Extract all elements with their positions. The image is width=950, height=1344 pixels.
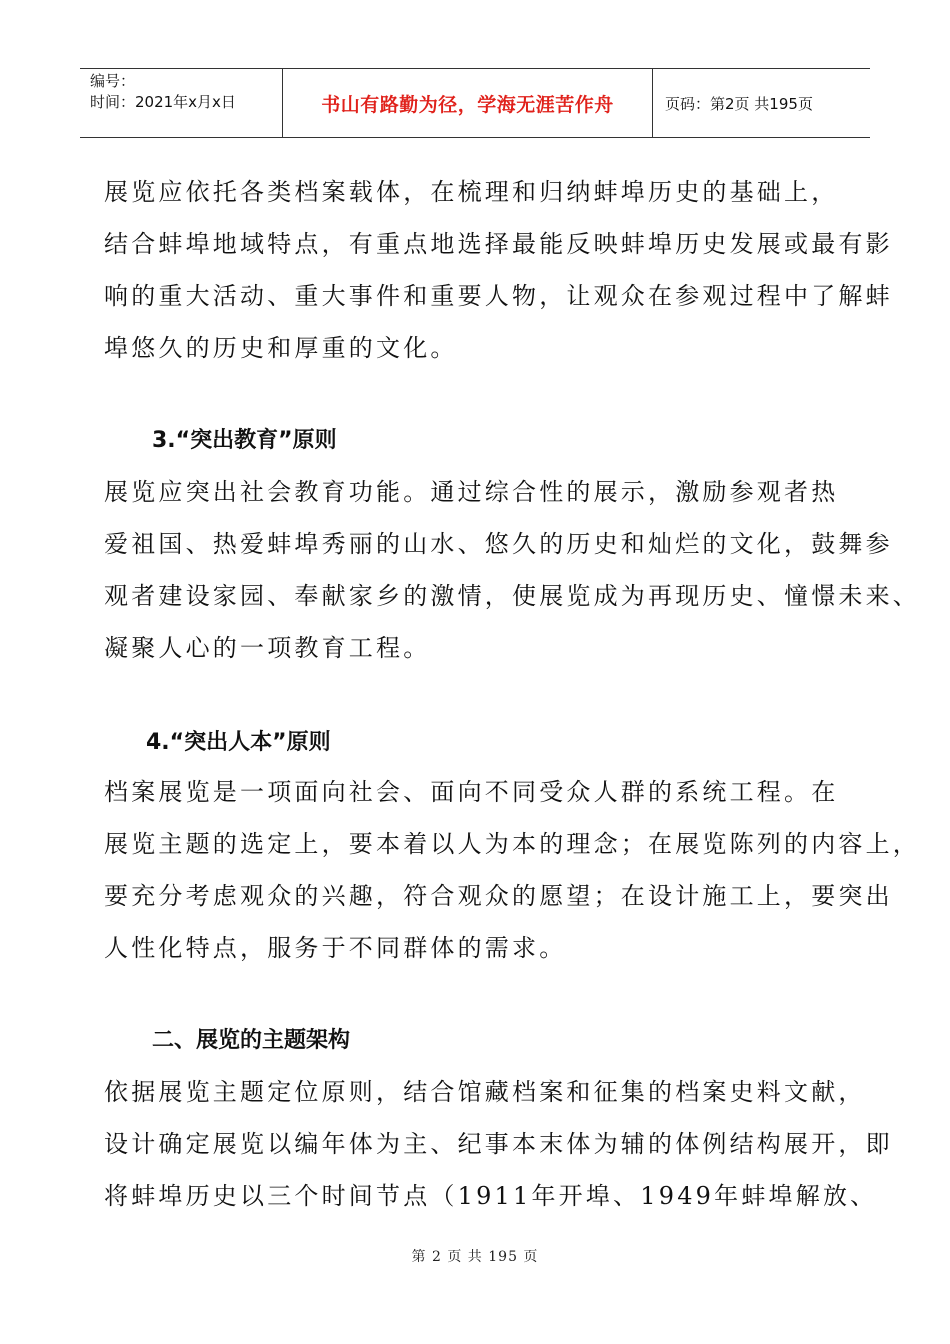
heading-humanism-principle: 4.“突出人本”原则 — [146, 730, 331, 755]
text-line: 档案展览是一项面向社会、面向不同受众人群的系统工程。在 — [104, 778, 839, 806]
header-page-info — [653, 69, 870, 137]
text-line: 展览应突出社会教育功能。通过综合性的展示，激励参观者热 — [104, 478, 839, 506]
date-label: 时间：2021年x月x日 — [90, 93, 236, 111]
section-heading-theme-framework: 二、展览的主题架构 — [152, 1028, 351, 1053]
text-line: 埠悠久的历史和厚重的文化。 — [104, 334, 458, 362]
text-line: 观者建设家园、奉献家乡的激情，使展览成为再现历史、憧憬未来、 — [104, 582, 920, 610]
text-line: 展览主题的选定上，要本着以人为本的理念；在展览陈列的内容上， — [104, 830, 920, 858]
paragraph-theme — [104, 1066, 893, 1222]
heading-education-principle: 3.“突出教育”原则 — [152, 428, 337, 453]
motto-text: 书山有路勤为径，学海无涯苦作舟 — [321, 93, 614, 116]
text-line: 依据展览主题定位原则，结合馆藏档案和征集的档案史料文献， — [104, 1078, 866, 1106]
header-meta — [80, 69, 283, 137]
text-line: 展览应依托各类档案载体，在梳理和归纳蚌埠历史的基础上， — [104, 178, 839, 206]
text-line: 设计确定展览以编年体为主、纪事本末体为辅的体例结构展开，即 — [104, 1130, 893, 1158]
paragraph-humanism — [104, 766, 920, 974]
page-footer: 第 2 页 共 195 页 — [411, 1249, 539, 1265]
text-line: 响的重大活动、重大事件和重要人物，让观众在参观过程中了解蚌 — [104, 282, 893, 310]
paragraph-intro — [104, 166, 893, 374]
text-line: 爱祖国、热爱蚌埠秀丽的山水、悠久的历史和灿烂的文化，鼓舞参 — [104, 530, 893, 558]
page-header — [80, 68, 870, 138]
text-line: 要充分考虑观众的兴趣，符合观众的愿望；在设计施工上，要突出 — [104, 882, 893, 910]
text-line: 人性化特点，服务于不同群体的需求。 — [104, 934, 567, 962]
text-line: 将蚌埠历史以三个时间节点（1911年开埠、1949年蚌埠解放、 — [104, 1182, 878, 1210]
text-line: 凝聚人心的一项教育工程。 — [104, 634, 431, 662]
text-line: 结合蚌埠地域特点，有重点地选择最能反映蚌埠历史发展或最有影 — [104, 230, 893, 258]
paragraph-education — [104, 466, 920, 674]
page-label: 页码：第2页 共195页 — [665, 94, 813, 113]
number-label: 编号： — [90, 72, 136, 90]
header-motto — [283, 69, 653, 137]
